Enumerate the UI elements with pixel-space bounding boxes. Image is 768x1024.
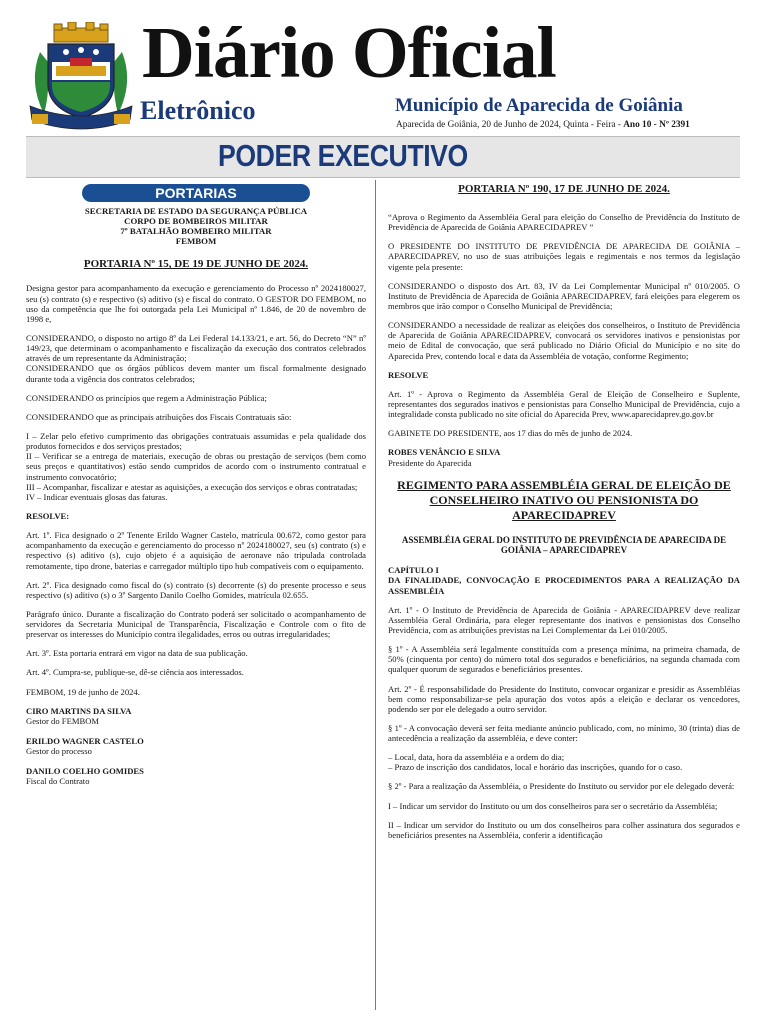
coat-of-arms-logo xyxy=(26,22,136,130)
column-divider xyxy=(375,180,376,1010)
newspaper-subtitle: Eletrônico xyxy=(140,96,256,125)
resolve-heading: RESOLVE: xyxy=(26,510,70,521)
article: Art. 2º. Fica designado como fiscal do (s) contrato (s) decorrente (s) do presente processo e seus respectivo (s) aditivo (s) o 3º Sargento Danilo Coelho Gomides, matrícula 02.655. xyxy=(26,579,366,600)
edition-number: Ano 10 - Nº 2391 xyxy=(623,120,690,130)
paragraph: CONSIDERANDO a necessidade de realizar as eleições dos conselheiros, o Instituto de Previdência de Aparecida de Goiânia APARECIDAPREV, convocará os servidores inativos e pensionistas por meio de Edital de convocação, que será publicado no Diário Oficial do Município e no site do Aparecida Prev, contendo local e data da Assembléia de votação, conforme Regimento; xyxy=(388,320,740,361)
signature-block xyxy=(26,736,366,756)
article: Art. 1º - Aprova o Regimento da Assembléia Geral de Eleição de Conselheiro e Suplente, representantes dos segurados inativos e pensionistas para Conselho Municipal de Previdência, cujo a integralidade consta publicado no site oficial do Aparecida Prev, www.aparecidaprev.go.gov.br xyxy=(388,388,740,420)
paragraph: Designa gestor para acompanhamento da execução e gerenciamento do Processo nº 2024180027, seu (s) contrato (s) e respectivo (s) aditivo (s) e fiscal do contrato. O GESTOR DO FEMBOM, no uso da competência que lhe foi outorgada pela Lei Municipal nº 1.846, de 20 de novembro de 1998 e, xyxy=(26,283,366,324)
article: Art. 2º - É responsabilidade do Presidente do Instituto, convocar organizar e presidir as Assembléias bem como responsabilizar-se pela apuração dos votos após a eleição e declarar os vencedores, podendo ser por ele delegado a outro servidor. xyxy=(388,683,740,714)
regimento-title: REGIMENTO PARA ASSEMBLÉIA GERAL DE ELEIÇÃO DE CONSELHEIRO INATIVO OU PENSIONISTA DO APARECIDAPREV xyxy=(397,477,731,522)
paragraph: CONSIDERANDO, o disposto no artigo 8º da Lei Federal 14.133/21, e art. 56, do Decreto “N” nº 149/23, que determinam o acompanhamento e fiscalização da execução dos contratos celebrados através de um representante da Administração; xyxy=(26,332,366,364)
issuing-organization xyxy=(26,206,366,246)
signer-role: Gestor do processo xyxy=(26,746,92,757)
list-item: III – Acompanhar, fiscalizar e atestar as aquisições, a execução dos serviços e obras contratadas; xyxy=(26,481,358,492)
paragraph: CONSIDERANDO os princípios que regem a Administração Pública; xyxy=(26,392,267,403)
paragraph: § 1º - A convocação deverá ser feita mediante anúncio publicado, com, no mínimo, 30 (trinta) dias de antecedência a realização da assembléia, e deve conter: xyxy=(388,722,740,744)
section-title: PODER EXECUTIVO xyxy=(218,138,468,173)
ementa: “Aprova o Regimento da Assembléia Geral para eleição do Conselho de Previdência do Instituto de Previdência de Aparecida de Goiânia APARECIDAPREV ” xyxy=(388,211,740,233)
paragraph: § 1º - A Assembléia será legalmente constituída com a presença mínima, na primeira chamada, de 50% (cinquenta por cento) do número total dos segurados e beneficiários, na segunda chamada com qualquer quorum de segurados e beneficiários presentes. xyxy=(388,644,740,675)
municipality-name: Município de Aparecida de Goiânia xyxy=(395,95,683,116)
org-line: CORPO DE BOMBEIROS MILITAR xyxy=(124,216,268,227)
paragraph: CONSIDERANDO que os órgãos públicos devem manter um fiscal formalmente designado durante toda a vigência dos contratos celebrados; xyxy=(26,363,366,384)
signature-block xyxy=(26,766,366,786)
regimento-subtitle: ASSEMBLÉIA GERAL DO INSTITUTO DE PREVIDÊNCIA DE APARECIDA DE GOIÂNIA – APARECIDAPREV xyxy=(401,534,727,556)
article: Art. 4º. Cumpra-se, publique-se, dê-se ciência aos interessados. xyxy=(26,667,244,678)
paragraph: CONSIDERANDO o disposto dos Art. 83, IV da Lei Complementar Municipal nº 010/2005. O Instituto de Previdência de Aparecida de Goiânia APARECIDAPREV, fará eleições para elegerem os membros que irão compor o Conselho Municipal de Previdência; xyxy=(388,280,740,311)
article: Art. 1º. Fica designado o 2º Tenente Erildo Wagner Castelo, matrícula 00.672, como gestor para acompanhamento da execução e gerenciamento do processo nº 2024180027, seu (s) contrato (s) e respectivo (s) aditivo (s), cujo objeto é a aquisição de aeronave não tripulada controlada remotamente, tipo drone, baterias e carregador múltiplo tipo hub compatíveis com o equipamento. xyxy=(26,530,366,571)
signer-role: Fiscal do Contrato xyxy=(26,776,90,787)
right-column xyxy=(388,178,740,849)
org-line: SECRETARIA DE ESTADO DA SEGURANÇA PÚBLICA xyxy=(84,206,308,216)
list-item: IV – Indicar eventuais glosas das faturas. xyxy=(26,491,168,502)
list-item: II – Indicar um servidor do Instituto ou um dos conselheiros para colher assinatura dos segurados e beneficiários presentes na Assembléia, conferir a identificação xyxy=(388,819,740,840)
paragraph: CONSIDERANDO que as principais atribuições dos Fiscais Contratuais são: xyxy=(26,411,292,422)
signer-name: CIRO MARTINS DA SILVA xyxy=(26,705,132,716)
resolve-heading: RESOLVE xyxy=(388,369,429,380)
place-date: GABINETE DO PRESIDENTE, aos 17 dias do mês de junho de 2024. xyxy=(388,428,633,439)
article: Art. 3º. Esta portaria entrará em vigor na data de sua publicação. xyxy=(26,648,248,659)
chapter-title: DA FINALIDADE, CONVOCAÇÃO E PROCEDIMENTOS PARA A REALIZAÇÃO DA ASSEMBLÉIA xyxy=(388,575,740,596)
org-line: 7º BATALHÃO BOMBEIRO MILITAR xyxy=(120,226,272,237)
paragraph: § 2º - Para a realização da Assembléia, o Presidente do Instituto ou servidor por ele delegado deverá: xyxy=(388,781,735,792)
list-item: – Local, data, hora da assembléia e a ordem do dia; xyxy=(388,752,565,763)
list-item: I – Zelar pelo efetivo cumprimento das obrigações contratuais assumidas e pela qualidade dos produtos fornecidos e dos serviços prestados; xyxy=(26,430,366,452)
signature-block xyxy=(388,447,740,467)
dateline xyxy=(396,121,690,130)
left-column xyxy=(26,178,366,797)
portaria-title: PORTARIA Nº 190, 17 DE JUNHO DE 2024. xyxy=(458,183,670,195)
place-date: FEMBOM, 19 de junho de 2024. xyxy=(26,686,140,697)
date-text: Aparecida de Goiânia, 20 de Junho de 2024, Quinta - Feira - xyxy=(396,120,621,130)
signer-name: DANILO COELHO GOMIDES xyxy=(26,766,144,777)
chapter-label: CAPÍTULO I xyxy=(388,565,439,576)
list-item: II – Verificar se a entrega de materiais, execução de obras ou prestação de serviços (bem como seus preços e quantitativos) estão sendo cumpridos de acordo com o instrumento contratual e instrumento convocatório; xyxy=(26,451,366,482)
article: Art. 1º - O Instituto de Previdência de Aparecida de Goiânia - APARECIDAPREV deve realizar Assembléia Geral Ordinária, para eleger representante dos inativos e pensionistas dos Conselho Previdência, com as atribuições previstas na Lei Complementar da Lei 010/2005. xyxy=(388,604,740,635)
org-line: FEMBOM xyxy=(175,236,217,247)
signer-role: Gestor do FEMBOM xyxy=(26,715,100,726)
paragraph: O PRESIDENTE DO INSTITUTO DE PREVIDÊNCIA DE APARECIDA DE GOIÂNIA – APARECIDAPREV, no uso de suas atribuições legais e regimentais e nos termos da legislação vigente pela presente: xyxy=(388,241,740,272)
newspaper-title: Diário Oficial xyxy=(142,12,556,93)
signer-name: ERILDO WAGNER CASTELO xyxy=(26,736,144,747)
signature-block xyxy=(26,706,366,726)
portaria-title: PORTARIA Nº 15, DE 19 DE JUNHO DE 2024. xyxy=(83,258,309,271)
portarias-heading: PORTARIAS xyxy=(82,184,310,202)
paragraph: Parágrafo único. Durante a fiscalização do Contrato poderá ser solicitado o acompanhamento de servidores da Secretaria Municipal de Transparência, Fiscalização e Controle com o fito de preservar os interesses do Município contra ilegalidades, erros ou outras irregularidades; xyxy=(26,608,366,640)
list-item: – Prazo de inscrição dos candidatos, local e horário das inscrições, quando for o caso. xyxy=(388,762,683,773)
masthead xyxy=(0,0,768,142)
signer-role: Presidente do Aparecida xyxy=(388,457,472,468)
list-item: I – Indicar um servidor do Instituto ou um dos conselheiros para ser o secretário da Assembléia; xyxy=(388,800,718,811)
signer-name: ROBES VENÂNCIO E SILVA xyxy=(388,447,501,458)
